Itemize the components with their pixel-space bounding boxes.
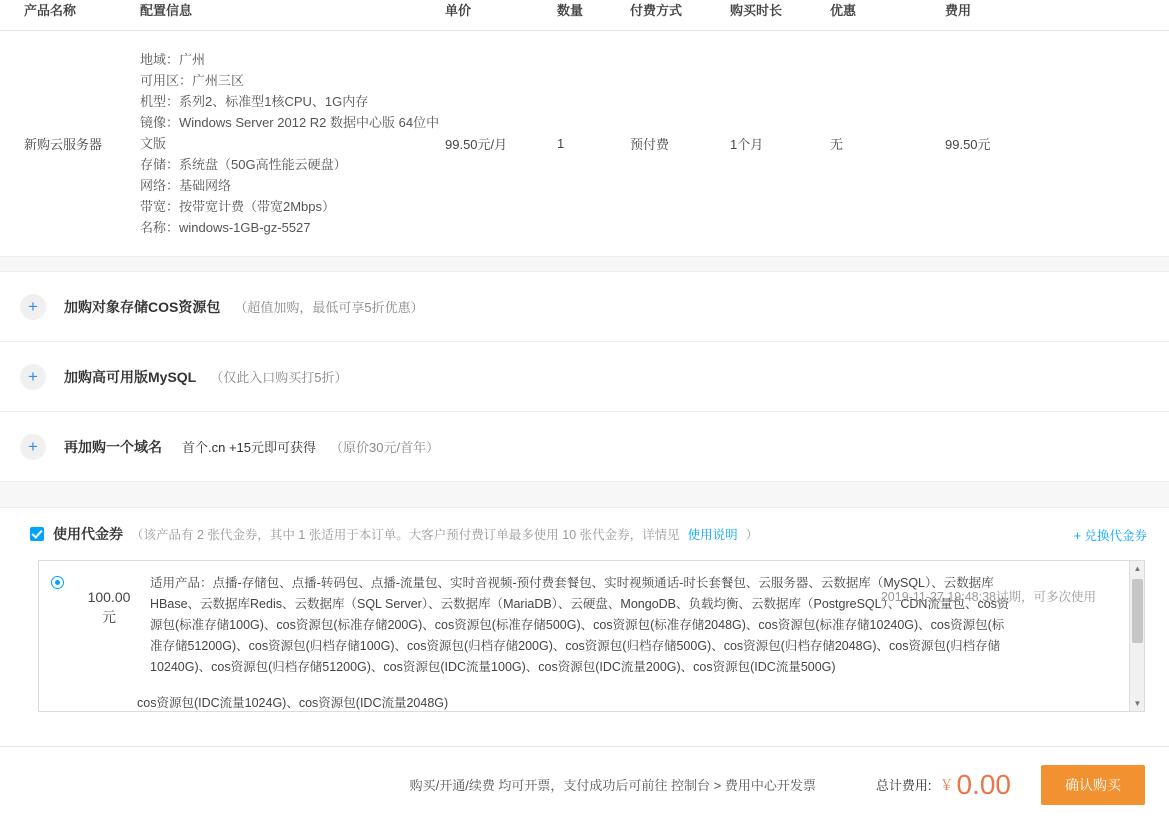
- coupon-note: （该产品有 2 张代金券，其中 1 张适用于本订单。大客户预付费订单最多使用 10 张代金券，详情见: [131, 528, 680, 542]
- config-line: 网络：基础网络: [140, 178, 232, 193]
- coupon-amount-unit: 元: [102, 609, 116, 625]
- addon-subtitle: （超值加购，最低可享5折优惠）: [234, 300, 424, 315]
- plus-icon[interactable]: +: [20, 364, 46, 390]
- table-header: [0, 0, 1169, 31]
- config-line: 机型：系列2、标准型1核CPU、1G内存: [140, 94, 369, 109]
- config-line: 可用区：广州三区: [140, 73, 245, 88]
- total-amount: 0.00: [956, 768, 1011, 800]
- addon-title: 再加购一个域名: [64, 438, 162, 455]
- addon-subtitle: （仅此入口购买打5折）: [210, 370, 348, 385]
- invoice-note: 购买/开通/续费 均可开票，支付成功后可前往 控制台 > 费用中心: [409, 778, 777, 793]
- coupon-description-text: 适用产品：点播-存储包、点播-转码包、点播-流量包、实时音视频-预付费套餐包、实时视频通话-时长套餐包、云服务器、云数据库（MySQL）、云数据库HBase、云数据库Redis、云数据库（SQL Server）、云数据库（MariaDB）、云硬盘、MongoDB、负载均衡、云数据库（PostgreSQL）、CDN流量包、cos资源包(标准存储100G)、cos资源包(标准存储200G)、cos资源包(标准存储500G)、cos资源包(标准存储2048G)、cos资源包(标准存储10240G)、cos资源包(标准存储51200G)、cos资源包(归档存储100G)、cos资源包(归档存储200G)、cos资源包(归档存储500G)、cos资源包(归档存储2048G)、cos资源包(归档存储10240G)、cos资源包(归档存储51200G)、cos资源包(IDC流量100G)、cos资源包(IDC流量200G)、cos资源包(IDC流量500G): [150, 576, 1010, 674]
- plus-icon[interactable]: +: [20, 294, 46, 320]
- config-line: 存储：系统盘（50G高性能云硬盘）: [140, 157, 347, 172]
- config-line: 带宽：按带宽计费（带宽2Mbps）: [140, 199, 336, 214]
- cell-discount: 无: [830, 137, 844, 152]
- addon-row-domain[interactable]: [0, 412, 1169, 482]
- config-line: 地域：广州: [140, 52, 206, 67]
- coupon-header: [0, 508, 1169, 554]
- cell-product-name: 新购云服务器: [24, 137, 103, 152]
- order-table: [0, 0, 1169, 256]
- cell-quantity: 1: [557, 136, 565, 151]
- scroll-down-icon[interactable]: ▼: [1133, 699, 1142, 708]
- currency-symbol: ￥: [939, 776, 954, 793]
- coupon-note-tail: ）: [745, 528, 759, 542]
- addon-subtitle: （原价30元/首年）: [330, 440, 440, 455]
- use-coupon-label: 使用代金券: [53, 526, 123, 542]
- config-line: 名称：windows-1GB-gz-5527: [140, 220, 311, 235]
- section-divider-2: [0, 482, 1169, 508]
- coupon-list-box: [38, 560, 1145, 712]
- addon-row-cos[interactable]: [0, 272, 1169, 342]
- coupon-item[interactable]: [39, 561, 1144, 688]
- addon-middle-text: 首个.cn +15元即可获得: [182, 440, 317, 455]
- th-duration: 购买时长: [730, 0, 830, 31]
- coupon-description-overflow: cos资源包(IDC流量1024G)、cos资源包(IDC流量2048G): [39, 693, 1129, 711]
- th-pay-type: 付费方式: [630, 0, 730, 31]
- addon-row-mysql[interactable]: [0, 342, 1169, 412]
- section-divider: [0, 256, 1169, 272]
- table-row: [0, 31, 1169, 257]
- total-label: 总计费用:: [875, 778, 932, 793]
- th-product-name: 产品名称: [0, 0, 140, 31]
- use-coupon-checkbox[interactable]: [30, 527, 44, 541]
- coupon-radio[interactable]: [51, 576, 64, 589]
- config-list: [140, 49, 445, 238]
- coupon-expire-text: 2019-11-27 19:48:38过期，可多次使用: [880, 590, 1096, 604]
- cell-duration: 1个月: [730, 137, 764, 152]
- th-discount: 优惠: [830, 0, 945, 31]
- coupon-amount: [76, 573, 142, 678]
- table-header-row: [0, 0, 1169, 31]
- th-quantity: 数量: [557, 0, 630, 31]
- coupon-description: [150, 573, 1130, 678]
- invoice-link[interactable]: 开发票: [776, 778, 816, 793]
- config-line: 镜像：Windows Server 2012 R2 数据中心版 64位中文版: [140, 115, 440, 151]
- th-fee: 费用: [945, 0, 1169, 31]
- footer-bar: [0, 746, 1169, 822]
- addon-title: 加购高可用版MySQL: [64, 368, 197, 385]
- coupon-scrollbar[interactable]: [1129, 561, 1144, 711]
- plus-icon[interactable]: +: [20, 434, 46, 460]
- th-unit-price: 单价: [445, 0, 557, 31]
- scroll-up-icon[interactable]: ▲: [1133, 564, 1142, 573]
- coupon-usage-link[interactable]: 使用说明: [687, 528, 738, 542]
- cell-unit-price: 99.50元/月: [445, 137, 508, 152]
- exchange-coupon-link[interactable]: + 兑换代金券: [1073, 529, 1147, 543]
- th-config: 配置信息: [140, 0, 445, 31]
- cell-fee: 99.50元: [945, 137, 991, 152]
- cell-pay-type: 预付费: [630, 137, 670, 152]
- cell-config: [140, 31, 445, 257]
- table-body: [0, 31, 1169, 257]
- confirm-purchase-button[interactable]: 确认购买: [1041, 765, 1145, 805]
- addon-title: 加购对象存储COS资源包: [64, 298, 221, 315]
- scrollbar-thumb[interactable]: [1132, 579, 1143, 643]
- coupon-amount-number: 100.00: [87, 589, 131, 605]
